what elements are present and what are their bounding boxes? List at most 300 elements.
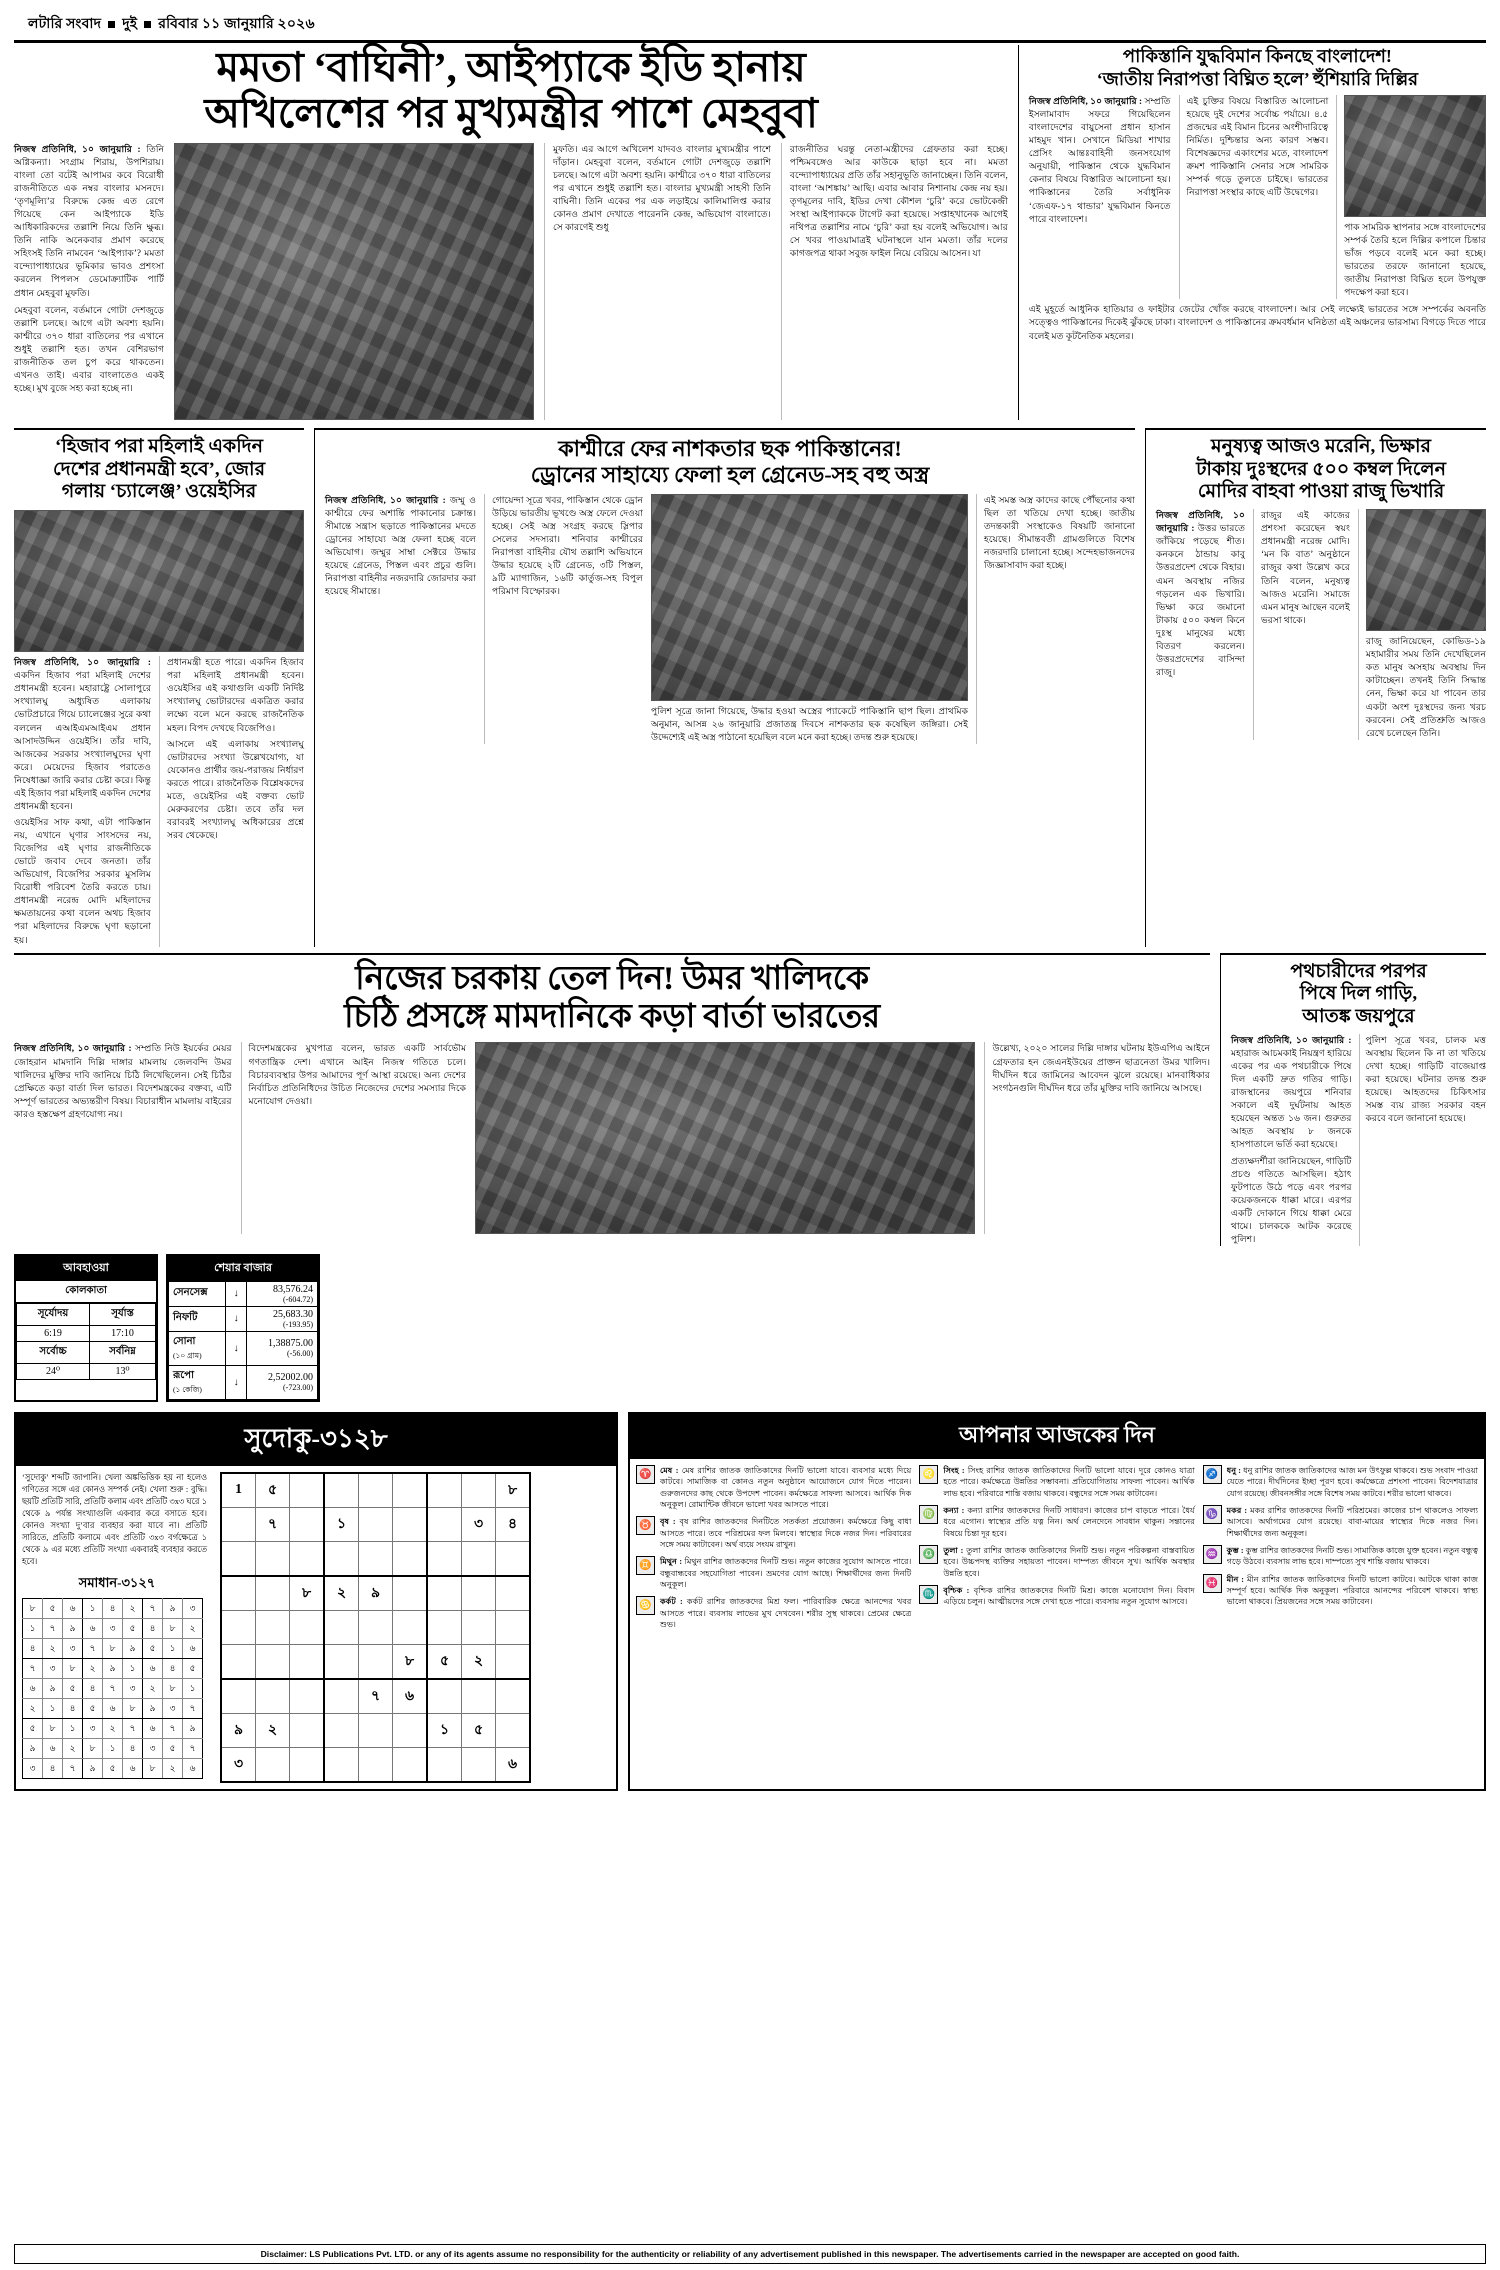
- horoscope-sign-name: ধনু :: [1226, 1465, 1241, 1475]
- market-name-1: নিফটি: [169, 1306, 226, 1331]
- jaipur-headline-line1: পথচারীদের পরপর: [1290, 960, 1427, 982]
- sudoku-cell[interactable]: ৯: [63, 1619, 83, 1639]
- sudoku-cell[interactable]: [462, 1576, 496, 1611]
- blanket-col-3: [1358, 509, 1486, 740]
- sudoku-cell[interactable]: ৪: [143, 1619, 163, 1639]
- table-row: [23, 1639, 203, 1659]
- table-row: [17, 1325, 156, 1341]
- owaisi-text-2b: আসলে এই এলাকায় সংখ্যালঘু ভোটারদের সংখ্যা উল্লেখযোগ্য, যা যেকোনও প্রার্থীর জয়-পরাজয় নির্ধারণ করতে পারে। রাজনৈতিক বিশ্লেষকদের মতে, ওয়েইসির এই বক্তব্য ভোট মেরুকরণের চেষ্টা। তবে তাঁর দল বরাবরই সংখ্যালঘু অধিকারের প্রশ্নে সরব থেকেছে।: [167, 738, 304, 841]
- zodiac-icon: ♌: [919, 1465, 938, 1484]
- sudoku-cell[interactable]: ৩: [221, 1747, 256, 1782]
- umar-text-3: উল্লেখ্য, ২০২০ সালের দিল্লি দাঙ্গার ঘটনায় ইউএপিএ আইনে গ্রেফতার হন জেএনইউয়ের প্রাক্তন ছাত্রনেতা উমর খালিদ। দীর্ঘদিন ধরে জামিনের আবেদন ঝুলে রয়েছে। মানবাধিকার সংগঠনগুলি দীর্ঘদিন ধরে তাঁর মুক্তির দাবি জানিয়ে আসছে।: [992, 1043, 1210, 1093]
- sudoku-cell[interactable]: ২: [23, 1699, 43, 1719]
- sudoku-cell[interactable]: [221, 1541, 256, 1576]
- blanket-story: [1145, 428, 1486, 947]
- owaisi-photo: [14, 510, 304, 652]
- horoscope-sign-name: তুলা :: [943, 1545, 964, 1555]
- umar-text-2: বিদেশমন্ত্রকের মুখপাত্র বলেন, ভারত একটি সার্বভৌম গণতান্ত্রিক দেশ। এখানে আইন নিজস্ব গতিতে চলে। বিচারব্যবস্থার উপর আমাদের পূর্ণ আস্থা রয়েছে। অন্য দেশের নির্বাচিত প্রতিনিধিদের উচিত নিজেদের দেশের সমস্যার দিকে মনোযোগ দেওয়া।: [248, 1043, 467, 1106]
- sudoku-cell[interactable]: ৮: [163, 1619, 183, 1639]
- sudoku-cell[interactable]: [359, 1541, 393, 1576]
- sudoku-cell[interactable]: ২: [462, 1644, 496, 1679]
- sudoku-cell[interactable]: [496, 1610, 531, 1644]
- sudoku-cell[interactable]: ২: [256, 1713, 290, 1747]
- sudoku-cell[interactable]: ৬: [123, 1759, 143, 1779]
- sudoku-cell[interactable]: [359, 1644, 393, 1679]
- sudoku-cell[interactable]: ৭: [103, 1679, 123, 1699]
- sudoku-cell[interactable]: [290, 1610, 325, 1644]
- lead-story: [14, 45, 1008, 420]
- sudoku-cell[interactable]: ৬: [393, 1679, 428, 1714]
- masthead-rule: [14, 40, 1486, 43]
- sudoku-cell[interactable]: ১: [324, 1507, 359, 1541]
- sudoku-cell[interactable]: ২: [183, 1619, 203, 1639]
- sudoku-cell[interactable]: ১: [123, 1659, 143, 1679]
- kashmir-text-1: জম্মু ও কাশ্মীরে ফের অশান্তি পাকানোর চক্রান্ত। সীমান্তে সন্ত্রাস ছড়াতে পাকিস্তানের মদতে ড্রোনের সাহায্যে অস্ত্র ফেলা হচ্ছে বলে অভিযোগ। জম্মুর সাম্বা সেক্টরে উদ্ধার হয়েছে গ্রেনেড, পিস্তল এবং প্রচুর গুলি। নিরাপত্তা বাহিনীর নজরদারি জোরদার করা হয়েছে সীমান্তে।: [325, 494, 476, 597]
- blanket-headline-line2: টাকায় দুঃস্থদের ৫০০ কম্বল দিলেন: [1196, 458, 1446, 480]
- sudoku-cell[interactable]: ৩: [23, 1759, 43, 1779]
- market-box: [166, 1254, 320, 1402]
- table-row: [221, 1644, 530, 1679]
- umar-col-1: [14, 1042, 232, 1234]
- sudoku-cell[interactable]: [324, 1473, 359, 1508]
- sudoku-cell[interactable]: ৫: [23, 1719, 43, 1739]
- table-row: [23, 1719, 203, 1739]
- sudoku-cell[interactable]: [221, 1644, 256, 1679]
- sudoku-cell[interactable]: [496, 1644, 531, 1679]
- horoscope-text: মেষ : মেষ রাশির জাতক জাতিকাদের দিনটি ভালো যাবে। ব্যবসার মধ্যে দিয়ে কাটবে। সামাজিক বা কোনও নতুন অনুষ্ঠানে আয়োজনে যোগ দিতে পারেন। গুরুজনদের কাছ থেকে উপদেশ পাবেন। কর্মক্ষেত্রে সাফল্য আসবে। আর্থিক দিক অনুকূল। রোমান্টিক জীবনে ভালো খবর আসতে পারে।: [660, 1465, 912, 1509]
- sudoku-cell[interactable]: ৬: [183, 1639, 203, 1659]
- sudoku-cell[interactable]: ৩: [83, 1719, 103, 1739]
- horoscope-sign: [919, 1545, 1194, 1579]
- sudoku-cell[interactable]: ৭: [163, 1719, 183, 1739]
- horoscope-sign: [636, 1556, 911, 1590]
- blanket-photo-distribution: [1366, 509, 1486, 631]
- kashmir-headline-line2: ড্রোনের সাহায্যে ফেলা হল গ্রেনেড-সহ বহু অস্ত্র: [530, 462, 930, 488]
- weather-sunrise-label: সূর্যোদয়: [17, 1303, 90, 1325]
- jaipur-col-1: [1231, 1034, 1352, 1246]
- lead-text-2: মুফতি। এর আগে অখিলেশ যাদবও বাংলার মুখ্যমন্ত্রীর পাশে দাঁড়ান। মেহবুবা বলেন, বর্তমানে গোটা দেশজুড়ে তল্লাশি চলছে। আগে এটা অবশ্য হয়নি। কাশ্মীরে ৩৭০ ধারা বাতিলের পর এখানে শুধুই তল্লাশি হত। বাংলার মুখ্যমন্ত্রী সাহসী তিনি বাঘিনী। তিনি একের পর এক লড়াইয়ে কালিমালিপ্ত করার কোনও প্রমাণ দেখাতে পারেননি কেন্দ্র, অভিযোগ বাংলাতে। সে কারণেই শুধু: [553, 143, 771, 233]
- zodiac-icon: ♓: [1203, 1574, 1222, 1593]
- sudoku-cell[interactable]: ৩: [183, 1599, 203, 1619]
- sudoku-cell[interactable]: [359, 1713, 393, 1747]
- sudoku-cell[interactable]: ২: [43, 1639, 63, 1659]
- sudoku-cell[interactable]: [393, 1541, 428, 1576]
- sudoku-cell[interactable]: ১: [83, 1599, 103, 1619]
- sudoku-cell[interactable]: ৫: [63, 1679, 83, 1699]
- sudoku-cell[interactable]: ৫: [256, 1473, 290, 1508]
- sudoku-cell[interactable]: ৮: [63, 1659, 83, 1679]
- sudoku-cell[interactable]: ১: [183, 1679, 203, 1699]
- kashmir-text-3: পুলিশ সূত্রে জানা গিয়েছে, উদ্ধার হওয়া অস্ত্রের প্যাকেটে পাকিস্তানি ছাপ ছিল। প্রাথমিক অনুমান, আসন্ন ২৬ জানুয়ারি প্রজাতন্ত্র দিবসে নাশকতার ছক কষেছিল জঙ্গিরা। সেই উদ্দেশ্যেই এই অস্ত্র পাঠানো হয়েছিল বলে মনে করা হচ্ছে। তদন্ত শুরু হয়েছে।: [650, 705, 969, 742]
- sudoku-cell[interactable]: [256, 1576, 290, 1611]
- sudoku-cell[interactable]: ৫: [183, 1659, 203, 1679]
- blanket-headline: [1156, 436, 1486, 504]
- sudoku-cell[interactable]: ৬: [23, 1679, 43, 1699]
- sudoku-cell[interactable]: ৭: [63, 1759, 83, 1779]
- horoscope-sign: [1203, 1545, 1478, 1568]
- market-change-2: (-56.00): [287, 1349, 313, 1359]
- sudoku-cell[interactable]: [462, 1473, 496, 1508]
- sudoku-cell[interactable]: ৪: [63, 1699, 83, 1719]
- sudoku-cell[interactable]: ৮: [163, 1679, 183, 1699]
- sudoku-cell[interactable]: [393, 1610, 428, 1644]
- jet-text-2: এই চুক্তির বিষয়ে বিস্তারিত আলোচনা হয়েছে দুই দেশের সর্বোচ্চ পর্যায়ে। ৪.৫ প্রজন্মের এই বিমান চিনের অংশীদারিত্বে নির্মিত। দুশ্চিন্তার অন্য কারণ সম্ভব। বিশেষজ্ঞদের একাংশের মতে, বাংলাদেশ ক্রমশ পাকিস্তানি সেনার সঙ্গে সামরিক সম্পর্ক গড়ে তুলতে চাইছে। ভারতের নিরাপত্তা সংস্থার কাছে এটি উদ্বেগের।: [1186, 96, 1329, 198]
- sudoku-cell[interactable]: ৯: [183, 1719, 203, 1739]
- jet-headline: [1029, 45, 1486, 90]
- weather-title: আবহাওয়া: [16, 1256, 156, 1281]
- sudoku-cell[interactable]: ৮: [23, 1599, 43, 1619]
- blanket-col-1: [1156, 509, 1245, 740]
- jet-text-1: সম্প্রতি ইসলামাবাদ সফরে গিয়েছিলেন বাংলাদেশের বায়ুসেনা প্রধান হাসান মাহমুদ খান। সেখানে মিডিয়া শাখার প্রেসিং আন্তঃবাহিনী জনসংযোগ অনুযায়ী, পাকিস্তান থেকে যুদ্ধবিমান কেনার বিষয়ে বিস্তারিত আলোচনা হয়। পাকিস্তানের তৈরি সর্বাধুনিক ‘জেএফ-১৭ থান্ডার’ যুদ্ধবিমান কিনতে পারে বাংলাদেশ।: [1028, 96, 1171, 224]
- table-row: [23, 1739, 203, 1759]
- sudoku-cell[interactable]: [427, 1576, 462, 1611]
- market-arrow-2: ↓: [226, 1331, 247, 1365]
- sudoku-cell[interactable]: ৬: [496, 1747, 531, 1782]
- lead-col-2: [544, 143, 771, 420]
- sudoku-cell[interactable]: [324, 1541, 359, 1576]
- masthead-date: রবিবার ১১ জানুয়ারি ২০২৬: [158, 17, 315, 32]
- market-name-0: সেনসেক্স: [169, 1281, 226, 1306]
- horoscope-sign: [919, 1505, 1194, 1539]
- sudoku-cell[interactable]: [324, 1679, 359, 1714]
- sudoku-cell[interactable]: ৯: [23, 1739, 43, 1759]
- horoscope-sign-name: কন্যা :: [943, 1505, 965, 1515]
- sudoku-cell[interactable]: ২: [103, 1719, 123, 1739]
- sudoku-cell[interactable]: ৭: [143, 1599, 163, 1619]
- horoscope-sign: [919, 1465, 1194, 1499]
- sudoku-cell[interactable]: ২: [163, 1759, 183, 1779]
- sudoku-cell[interactable]: [256, 1747, 290, 1782]
- table-row: [23, 1679, 203, 1699]
- horoscope-sign: [636, 1596, 911, 1630]
- sudoku-solution-title: সমাধান-৩১২৭: [78, 1575, 156, 1591]
- lead-col-3: [781, 143, 1008, 420]
- umar-photo-khalid-parliament: [475, 1042, 975, 1234]
- sudoku-cell[interactable]: [256, 1610, 290, 1644]
- sudoku-cell[interactable]: [290, 1713, 325, 1747]
- jet-story: [1018, 45, 1486, 420]
- sudoku-cell[interactable]: ৩: [123, 1679, 143, 1699]
- sudoku-cell[interactable]: ৫: [163, 1739, 183, 1759]
- sudoku-cell[interactable]: [427, 1473, 462, 1508]
- sudoku-cell[interactable]: [359, 1610, 393, 1644]
- sudoku-cell[interactable]: [290, 1679, 325, 1714]
- kashmir-col-2: [484, 494, 643, 744]
- masthead: [14, 10, 1486, 40]
- sudoku-cell[interactable]: ৭: [183, 1739, 203, 1759]
- owaisi-headline: [14, 436, 304, 504]
- weather-min-value: 13⁰: [90, 1363, 156, 1379]
- sudoku-cell[interactable]: ৬: [103, 1699, 123, 1719]
- sudoku-cell[interactable]: ৩: [163, 1699, 183, 1719]
- sudoku-cell[interactable]: ৪: [123, 1739, 143, 1759]
- sudoku-cell[interactable]: [324, 1610, 359, 1644]
- sudoku-cell[interactable]: ৬: [63, 1599, 83, 1619]
- owaisi-headline-line2: দেশের প্রধানমন্ত্রী হবে’, জোর: [52, 458, 266, 480]
- sudoku-cell[interactable]: [256, 1541, 290, 1576]
- market-silver-unit: (১ কেজি): [173, 1384, 202, 1394]
- sudoku-cell[interactable]: [324, 1747, 359, 1782]
- owaisi-col-2: [159, 656, 304, 946]
- sudoku-cell[interactable]: ২: [143, 1679, 163, 1699]
- jet-headline-line2: ‘জাতীয় নিরাপত্তা বিঘ্নিত হলে’ হুঁশিয়ারি দিল্লির: [1096, 68, 1419, 89]
- sudoku-cell[interactable]: ৪: [103, 1599, 123, 1619]
- sudoku-cell[interactable]: 1: [221, 1473, 256, 1508]
- sudoku-cell[interactable]: [256, 1679, 290, 1714]
- horoscope-sign: [1203, 1574, 1478, 1608]
- sudoku-cell[interactable]: ১: [43, 1699, 63, 1719]
- sudoku-cell[interactable]: ৭: [256, 1507, 290, 1541]
- sudoku-cell[interactable]: ২: [324, 1576, 359, 1611]
- sudoku-cell[interactable]: ৮: [290, 1576, 325, 1611]
- horoscope-text: বৃষ : বৃষ রাশির জাতকদের দিনটিতে সতর্কতা প্রয়োজন। কর্মক্ষেত্রে কিছু বাধা আসতে পারে। তবে পরিশ্রমের ফল মিলবে। স্বাস্থ্যের দিকে নজর দিন। পরিবারের সঙ্গে সময় কাটাবেন। অর্থ ব্যয়ে সংযম রাখুন।: [660, 1517, 912, 1549]
- sudoku-cell[interactable]: ৩: [63, 1639, 83, 1659]
- market-value-2: 1,38875.00: [268, 1338, 313, 1350]
- sudoku-cell[interactable]: ৪: [496, 1507, 531, 1541]
- sudoku-cell[interactable]: [393, 1747, 428, 1782]
- footer-disclaimer: Disclaimer: LS Publications Pvt. LTD. or any of its agents assume no responsibility for the authenticity or reliability of any advertisement published in this newspaper. The advertisements carried in the newspaper are accepted on good faith.: [14, 2244, 1486, 2264]
- sudoku-cell[interactable]: [462, 1541, 496, 1576]
- sudoku-cell[interactable]: ১: [23, 1619, 43, 1639]
- table-row: [23, 1759, 203, 1779]
- blanket-headline-line3: মোদির বাহবা পাওয়া রাজু ভিখারি: [1197, 481, 1445, 503]
- weather-sunset-label: সূর্যাস্ত: [90, 1303, 156, 1325]
- market-name-3: রূপো: [173, 1369, 194, 1381]
- sudoku-box: [14, 1412, 618, 1791]
- lead-text-1: তিনি অগ্নিকন্যা। সংগ্রাম শিরায়, উপশিরায়। বাংলা তো বটেই আপামর কবে বিরোধী রাজনীতিতে এক নম্বর বাংলার মসনদে। ‘তৃণমূল্যি’র বিরুদ্ধে কেন্দ্র এত রেগে গিয়েছে কেন আইপ্যাকে ইডি আধিকারিকদের তল্লাশি নিয়ে তিনি ক্ষুব্ধ। তিনি নাকি অনেকবার প্রমাণ করেছে সহিংসই তিনি নামবেন ‘আইপ্যাক’? মমতা বন্দ্যোপাধ্যায়ের ভূমিকার ভাবও প্রশংসা করলেন পিপলস ডেমোক্র্যাটিক পার্টি প্রধান মেহবুবা মুফতি।: [14, 143, 164, 298]
- horoscope-sign-name: কুম্ভ :: [1226, 1545, 1244, 1555]
- sudoku-cell[interactable]: ২: [123, 1599, 143, 1619]
- sudoku-cell[interactable]: ৭: [43, 1619, 63, 1639]
- lead-headline: [14, 45, 1008, 137]
- sudoku-cell[interactable]: [496, 1679, 531, 1714]
- market-value-3: 2,52002.00: [268, 1372, 313, 1384]
- sudoku-cell[interactable]: ৬: [183, 1759, 203, 1779]
- weather-max-label: সর্বোচ্চ: [17, 1341, 90, 1363]
- jaipur-text-2: প্রত্যক্ষদর্শীরা জানিয়েছেন, গাড়িটি প্রচণ্ড গতিতে আসছিল। হঠাৎ ফুটপাতে উঠে পড়ে এবং পরপর কয়েকজনকে ধাক্কা মারে। এরপর একটি দোকানে গিয়ে ধাক্কা মেরে থামে। চালককে আটক করেছে পুলিশ।: [1231, 1155, 1352, 1244]
- sudoku-cell[interactable]: ২: [83, 1659, 103, 1679]
- sudoku-title: সুদোকু-৩১২৮: [16, 1414, 616, 1466]
- sudoku-cell[interactable]: ৯: [163, 1599, 183, 1619]
- sudoku-cell[interactable]: ৪: [23, 1639, 43, 1659]
- sudoku-cell[interactable]: [359, 1747, 393, 1782]
- table-row: [221, 1507, 530, 1541]
- sudoku-cell[interactable]: ৭: [183, 1699, 203, 1719]
- lead-text-3: রাজনীতির ঘরন্তু নেতা-মন্ত্রীদের গ্রেফতার করা হচ্ছে। পশ্চিমবঙ্গেও আর কাউকে ছাড়া হবে না। মমতা বন্দ্যোপাধ্যায়ের প্রতি তাঁর সহানুভূতি জানাচ্ছেন। তিনি বলেন, বাংলা ‘আশঙ্কায়’ আছি। এবার আবার নিশানায় কেন্দ্র নয় হয়। তৃণমূলের দাবি, ইডির দেখা কৌশল ‘চুরি’ করে ভোটকেন্দ্রী সংস্থা আইপ্যাককে টাগেট করা হয়েছে। সপ্তাহখানেক আগেই নথিপত্র তল্লাশির নামে ‘চুরি’ করা হয় বলেই অভিযোগ। আর সে খবর পাওয়ামাত্রই ঘটনাস্থলে যান মমতা। তাঁর দলের কাগজপত্র থাকা সবুজ ফাইল নিয়ে বেরিয়ে আসেন। যা: [789, 143, 1008, 259]
- sudoku-cell[interactable]: [221, 1576, 256, 1611]
- sudoku-cell[interactable]: [221, 1610, 256, 1644]
- sudoku-cell[interactable]: [462, 1679, 496, 1714]
- sudoku-cell[interactable]: [496, 1713, 531, 1747]
- horoscope-column: [919, 1465, 1194, 1636]
- sudoku-cell[interactable]: ৯: [143, 1699, 163, 1719]
- horoscope-sign-name: মীন :: [1226, 1574, 1244, 1584]
- table-row: [23, 1619, 203, 1639]
- umar-text-1: সম্প্রতি নিউ ইয়র্কের মেয়র জোহরান মামদানি দিল্লি দাঙ্গার মামলায় জেলবন্দি উমর খালিদের মুক্তির দাবি জানিয়ে চিঠি লিখেছিলেন। সেই চিঠির প্রেক্ষিতে কড়া বার্তা দিল ভারত। বিদেশমন্ত্রকের বক্তব্য, এটি সম্পূর্ণ ভারতের অভ্যন্তরীণ বিষয়। বিচারাধীন মামলায় বাইরের কারও হস্তক্ষেপ গ্রহণযোগ্য নয়।: [14, 1043, 232, 1119]
- sudoku-cell[interactable]: [290, 1507, 325, 1541]
- kashmir-col-1: [325, 494, 476, 744]
- sudoku-cell[interactable]: ৬: [143, 1719, 163, 1739]
- horoscope-title: আপনার আজকের দিন: [630, 1414, 1484, 1459]
- sudoku-cell[interactable]: ৭: [83, 1639, 103, 1659]
- sudoku-cell[interactable]: ১: [427, 1713, 462, 1747]
- blanket-text-3: রাজু জানিয়েছেন, কোভিড-১৯ মহামারীর সময় তিনি দেখেছিলেন কত মানুষ অসহায় অবস্থায় দিন কাটাচ্ছেন। তখনই তিনি সিদ্ধান্ত নেন, ভিক্ষা করে যা পাবেন তার একটা অংশ দুঃস্থদের জন্য খরচ করবেন। সেই প্রতিশ্রুতি আজও রেখে চলেছেন তিনি।: [1365, 636, 1486, 738]
- umar-byline: নিজস্ব প্রতিনিধি, ১০ জানুয়ারি :: [14, 1043, 132, 1054]
- owaisi-headline-line3: গলায় ‘চ্যালেঞ্জ’ ওয়েইসির: [61, 481, 257, 503]
- market-table: [168, 1281, 318, 1400]
- masthead-separator-icon-2: [144, 21, 151, 28]
- sudoku-cell[interactable]: ৬: [83, 1619, 103, 1639]
- sudoku-cell[interactable]: ৯: [221, 1713, 256, 1747]
- sudoku-cell[interactable]: ২: [63, 1739, 83, 1759]
- sudoku-cell[interactable]: [427, 1610, 462, 1644]
- umar-photo-wrap: [475, 1042, 975, 1234]
- sudoku-cell[interactable]: ৪: [83, 1679, 103, 1699]
- sudoku-cell[interactable]: [393, 1507, 428, 1541]
- sudoku-cell[interactable]: ৭: [123, 1719, 143, 1739]
- sudoku-cell[interactable]: [496, 1576, 531, 1611]
- sudoku-cell[interactable]: ৯: [103, 1659, 123, 1679]
- sudoku-cell[interactable]: [496, 1541, 531, 1576]
- jet-headline-line1: পাকিস্তানি যুদ্ধবিমান কিনছে বাংলাদেশ!: [1122, 46, 1392, 66]
- zodiac-icon: ♈: [636, 1465, 655, 1484]
- jaipur-text-1: মহারাজ আচমকাই নিয়ন্ত্রণ হারিয়ে একের পর এক পথচারীকে পিষে দিল একটি দ্রুত গতির গাড়ি। রাজস্থানের জয়পুরে শনিবার সকালে এই দুর্ঘটনায় আহত হয়েছেন অন্তত ১৬ জন। গুরুতর আহত অবস্থায় ৮ জনকে হাসপাতালে ভর্তি করা হয়েছে।: [1231, 1048, 1352, 1150]
- sudoku-cell[interactable]: ৪: [43, 1759, 63, 1779]
- jaipur-headline-line3: আতঙ্ক জয়পুরে: [1302, 1006, 1415, 1028]
- table-row: [17, 1363, 156, 1379]
- sudoku-cell[interactable]: [290, 1747, 325, 1782]
- sudoku-cell[interactable]: ৮: [123, 1699, 143, 1719]
- market-change-0: (-604.72): [283, 1294, 313, 1304]
- market-name-2: সোনা: [173, 1335, 196, 1347]
- table-row: [23, 1599, 203, 1619]
- sudoku-puzzle-grid[interactable]: [220, 1472, 531, 1783]
- sudoku-cell[interactable]: [427, 1541, 462, 1576]
- sudoku-cell[interactable]: [290, 1541, 325, 1576]
- sudoku-cell[interactable]: [324, 1644, 359, 1679]
- blanket-col-2: [1253, 509, 1350, 740]
- sudoku-cell[interactable]: [393, 1473, 428, 1508]
- market-title: শেয়ার বাজার: [168, 1256, 318, 1281]
- lead-photo-mamata-mehbooba: [174, 143, 534, 420]
- owaisi-byline: নিজস্ব প্রতিনিধি, ১০ জানুয়ারি :: [14, 657, 151, 668]
- weather-sunrise-value: 6:19: [17, 1325, 90, 1341]
- sudoku-cell[interactable]: ৬: [43, 1739, 63, 1759]
- horoscope-text: ধনু : ধনু রাশির জাতক জাতিকাদের আজ মন উৎফুল্ল থাকবে। শুভ সংবাদ পাওয়া যেতে পারে। দীর্ঘদিনের ইচ্ছা পূরণ হবে। কর্মক্ষেত্রে প্রশংসা পাবেন। বিদেশযাত্রার যোগ রয়েছে। জীবনসঙ্গীর সঙ্গে বিশেষ সময় কাটবে। শরীর ভালো থাকবে।: [1226, 1465, 1478, 1498]
- band-two: [14, 428, 1486, 947]
- table-row: [221, 1576, 530, 1611]
- sudoku-cell[interactable]: ৮: [83, 1739, 103, 1759]
- sudoku-cell[interactable]: ৮: [496, 1473, 531, 1508]
- owaisi-col-1: [14, 656, 151, 946]
- sudoku-cell[interactable]: ৯: [359, 1576, 393, 1611]
- sudoku-cell[interactable]: ৩: [43, 1659, 63, 1679]
- sudoku-cell[interactable]: [221, 1507, 256, 1541]
- table-row: [17, 1341, 156, 1363]
- sudoku-cell[interactable]: ৮: [43, 1719, 63, 1739]
- horoscope-text: তুলা : তুলা রাশির জাতক জাতিকাদের দিনটি শুভ। নতুন পরিকল্পনা বাস্তবায়িত হবে। উচ্চপদস্থ ব্যক্তির সহায়তা পাবেন। দাম্পত্য জীবনে সুখ। আর্থিক অবস্থার উন্নতি হবে।: [943, 1545, 1195, 1578]
- sudoku-cell[interactable]: ৭: [359, 1679, 393, 1714]
- sudoku-cell[interactable]: ৯: [83, 1759, 103, 1779]
- sudoku-cell[interactable]: [359, 1507, 393, 1541]
- sudoku-cell[interactable]: [290, 1644, 325, 1679]
- sudoku-cell[interactable]: ৭: [23, 1659, 43, 1679]
- umar-headline-line1: নিজের চরকায় তেল দিন! উমর খালিদকে: [355, 960, 869, 997]
- sudoku-cell[interactable]: [427, 1679, 462, 1714]
- sudoku-cell[interactable]: [427, 1507, 462, 1541]
- sudoku-cell[interactable]: ৩: [103, 1619, 123, 1639]
- sudoku-cell[interactable]: [324, 1713, 359, 1747]
- sudoku-cell[interactable]: ৫: [43, 1599, 63, 1619]
- top-section: [14, 45, 1486, 420]
- band-three: [14, 953, 1486, 1246]
- sudoku-cell[interactable]: ৮: [143, 1759, 163, 1779]
- sudoku-cell[interactable]: ৪: [163, 1659, 183, 1679]
- table-row: [169, 1306, 318, 1331]
- jet-col-3: [1336, 95, 1486, 299]
- sudoku-cell[interactable]: ৯: [43, 1679, 63, 1699]
- horoscope-sign-name: কর্কট :: [660, 1597, 683, 1607]
- kashmir-headline: [325, 436, 1135, 489]
- owaisi-headline-line1: ‘হিজাব পরা মহিলাই একদিন: [55, 435, 263, 457]
- sudoku-cell[interactable]: ১: [163, 1639, 183, 1659]
- sudoku-cell[interactable]: ৩: [143, 1739, 163, 1759]
- horoscope-text: সিংহ : সিংহ রাশির জাতক জাতিকাদের দিনটি ভালো যাবে। দূরে কোনও যাত্রা হতে পারে। কর্মক্ষেত্রে উন্নতির সম্ভাবনা। প্রতিযোগিতায় সাফল্য পাবেন। আর্থিক লাভ হবে। পরিবারে শান্তি বজায় থাকবে। বন্ধুদের সঙ্গে সময় কাটাবেন।: [943, 1465, 1195, 1498]
- sudoku-cell[interactable]: ৫: [143, 1639, 163, 1659]
- owaisi-text-1b: ওয়েইসির সাফ কথা, এটা পাকিস্তান নয়, এখানে ঘৃণার সাংসদের নয়, বিজেপির এই ঘৃণার রাজনীতিকে ভোটে জবাব দেবে জনতা। তাঁর অভিযোগ, বিজেপির সরকার মুসলিম বিরোধী পরিবেশ তৈরি করতে চায়। প্রধানমন্ত্রী নরেন্দ্র মোদি মহিলাদের ক্ষমতায়নের কথা বলেন অথচ হিজাব পরা মহিলাদের বিরুদ্ধে ঘৃণা ছড়ানো হয়।: [14, 816, 151, 945]
- table-row: [221, 1713, 530, 1747]
- horoscope-column: [636, 1465, 911, 1636]
- sudoku-cell[interactable]: ১: [103, 1739, 123, 1759]
- kashmir-byline: নিজস্ব প্রতিনিধি, ১০ জানুয়ারি :: [325, 494, 446, 505]
- umar-col-3: [984, 1042, 1210, 1234]
- sudoku-cell[interactable]: ৩: [462, 1507, 496, 1541]
- sudoku-cell[interactable]: [359, 1473, 393, 1508]
- sudoku-cell[interactable]: ১: [63, 1719, 83, 1739]
- sudoku-cell[interactable]: [256, 1644, 290, 1679]
- umar-headline-line2: চিঠি প্রসঙ্গে মামদানিকে কড়া বার্তা ভারতের: [344, 998, 880, 1035]
- jaipur-headline-line2: পিষে দিল গাড়ি,: [1299, 983, 1418, 1005]
- sudoku-cell[interactable]: ৬: [143, 1659, 163, 1679]
- sudoku-cell[interactable]: [462, 1610, 496, 1644]
- sudoku-cell[interactable]: ৫: [462, 1713, 496, 1747]
- sudoku-cell[interactable]: [427, 1747, 462, 1782]
- sudoku-cell[interactable]: [462, 1747, 496, 1782]
- horoscope-box: [628, 1412, 1486, 1791]
- sudoku-cell[interactable]: [393, 1713, 428, 1747]
- kashmir-photo-seized-weapons: [651, 494, 968, 701]
- sudoku-cell[interactable]: ৫: [427, 1644, 462, 1679]
- kashmir-col-4: [976, 494, 1135, 744]
- jet-text-4: এই মুহূর্তে আধুনিক হাতিয়ার ও ফাইটার জেটের খোঁজ করছে বাংলাদেশ। আর সেই লক্ষ্যেই ভারতের সঙ্গে সম্পর্কের অবনতি সত্ত্বেও পাকিস্তানের দিকেই ঝুঁকছে ঢাকা। বাংলাদেশ ও পাকিস্তানের ক্রমবর্ধমান ঘনিষ্ঠতা এই অঞ্চলের ভারসাম্য বিগড়ে দিতে পারে বলেই মত কূটনৈতিক মহলের।: [1028, 304, 1486, 341]
- sudoku-cell[interactable]: ৫: [123, 1619, 143, 1639]
- sudoku-cell[interactable]: [290, 1473, 325, 1508]
- umar-story: [14, 953, 1210, 1246]
- horoscope-text: মকর : মকর রাশির জাতকদের দিনটি পরিশ্রমের। কাজের চাপ থাকলেও সাফল্য আসবে। অর্থাগমের যোগ রয়েছে। বাবা-মায়ের স্বাস্থ্যের দিকে নজর দিন। শিক্ষার্থীদের জন্য অনুকূল।: [1226, 1505, 1478, 1538]
- sudoku-cell[interactable]: [221, 1679, 256, 1714]
- sudoku-cell[interactable]: ৫: [83, 1699, 103, 1719]
- table-row: [169, 1365, 318, 1399]
- sudoku-cell[interactable]: ৫: [103, 1759, 123, 1779]
- sudoku-cell[interactable]: [393, 1576, 428, 1611]
- market-value-1: 25,683.30: [273, 1308, 313, 1320]
- sudoku-cell[interactable]: ৮: [393, 1644, 428, 1679]
- lead-headline-line2: অখিলেশের পর মুখ্যমন্ত্রীর পাশে মেহবুবা: [204, 89, 818, 136]
- market-arrow-1: ↓: [226, 1306, 247, 1331]
- jet-photo-fighter-jet: [1344, 95, 1486, 217]
- sudoku-cell[interactable]: ৯: [123, 1639, 143, 1659]
- sudoku-cell[interactable]: ৮: [103, 1639, 123, 1659]
